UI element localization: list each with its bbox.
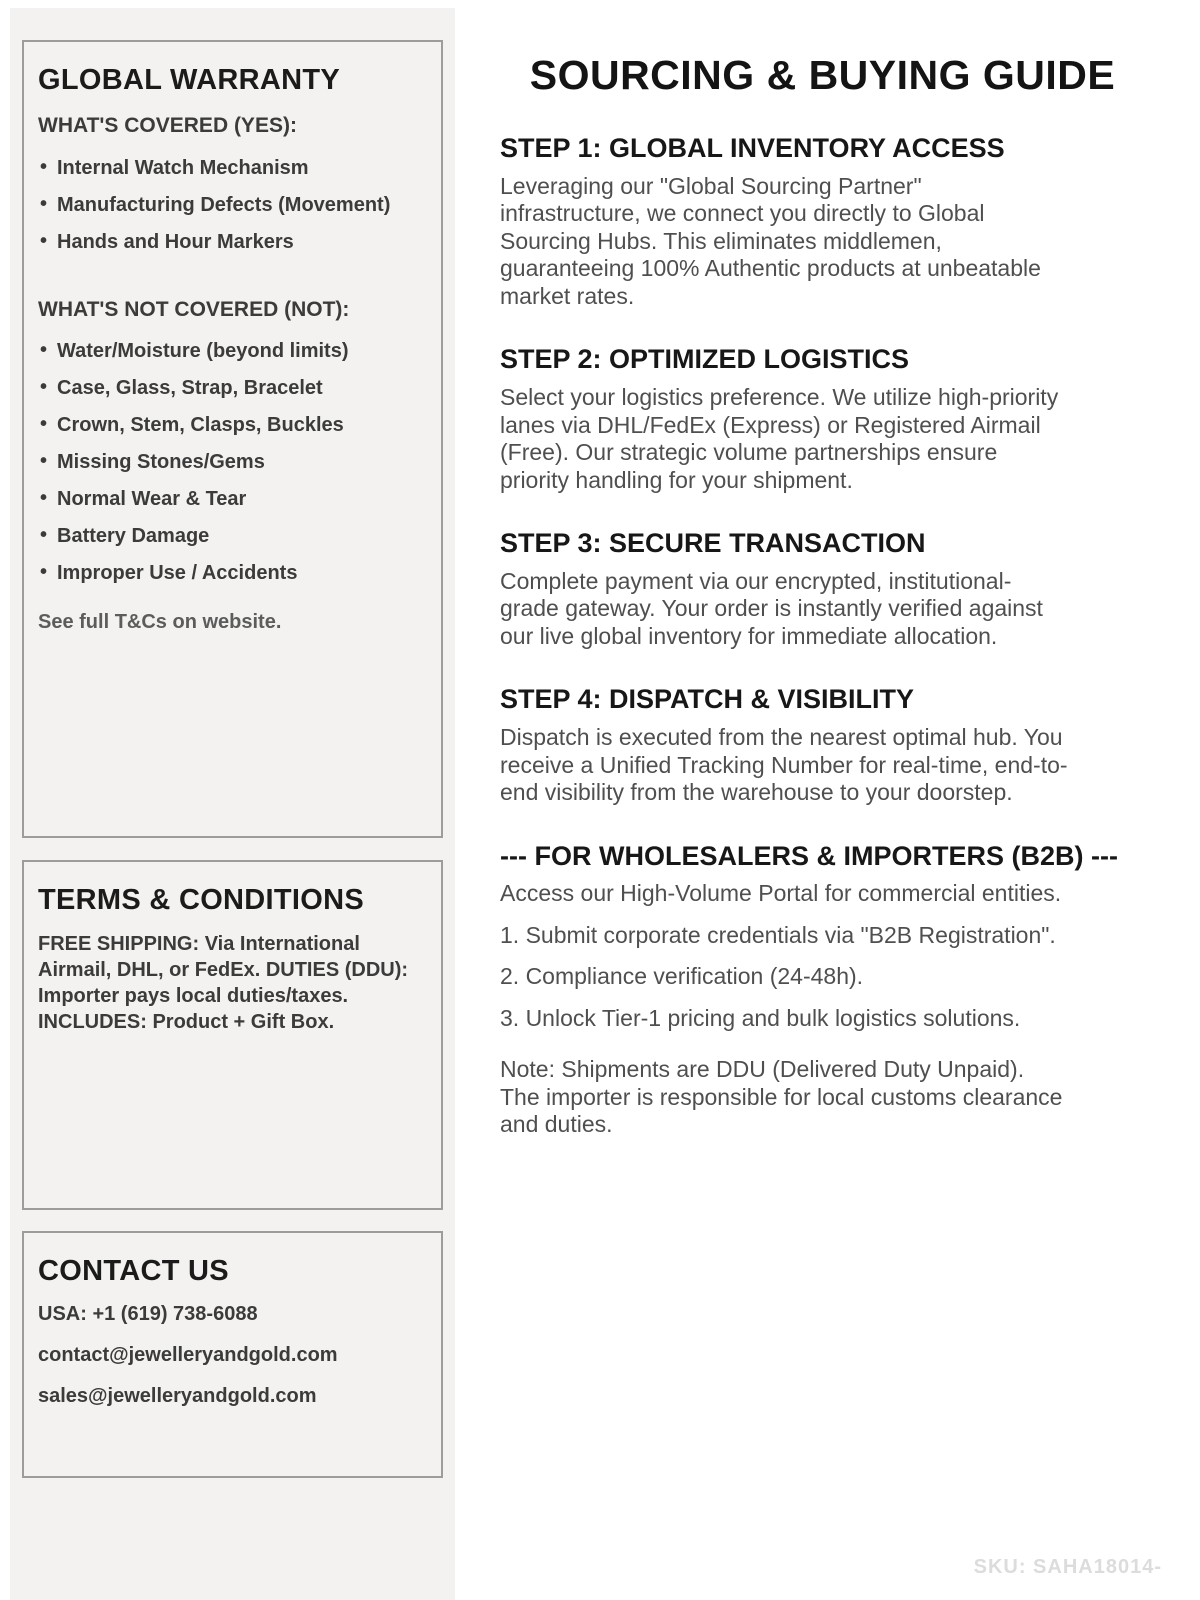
b2b-item-1: 1. Submit corporate credentials via "B2B Registration".: [500, 921, 1056, 948]
step-2-heading: STEP 2: OPTIMIZED LOGISTICS: [500, 344, 910, 375]
list-item: • Hands and Hour Markers: [38, 231, 427, 253]
step-3-heading: STEP 3: SECURE TRANSACTION: [500, 528, 926, 559]
list-item: • Normal Wear & Tear: [38, 488, 427, 510]
sidebar: [10, 8, 455, 1600]
list-item: • Battery Damage: [38, 525, 427, 547]
step-1-heading: STEP 1: GLOBAL INVENTORY ACCESS: [500, 133, 1005, 164]
sales-email: sales@jewelleryandgold.com: [38, 1385, 317, 1408]
list-item: • Crown, Stem, Clasps, Buckles: [38, 414, 427, 436]
step-4-body: Dispatch is executed from the nearest optimal hub. You receive a Unified Tracking Number for real-time, end-to-end visibility from the warehouse to your doorstep.: [500, 724, 1068, 806]
warranty-title: GLOBAL WARRANTY: [38, 64, 341, 96]
step-4-section: [500, 683, 1145, 806]
warranty-footnote: See full T&Cs on website.: [38, 610, 282, 633]
terms-title: TERMS & CONDITIONS: [38, 884, 365, 916]
sku-label: SKU: SAHA18014-: [973, 1556, 1162, 1578]
warranty-panel: [22, 40, 443, 838]
contact-phone: USA: +1 (619) 738-6088: [38, 1303, 258, 1326]
b2b-section: [500, 840, 1145, 1139]
step-3-section: [500, 527, 1145, 650]
b2b-intro: Access our High-Volume Portal for commercial entities.: [500, 880, 1062, 907]
terms-body: FREE SHIPPING: Via International Airmail, DHL, or FedEx. DUTIES (DDU): Importer pays local duties/taxes. INCLUDES: Product + Gift Box.: [38, 933, 409, 1034]
terms-panel: [22, 860, 443, 1210]
list-item: • Case, Glass, Strap, Bracelet: [38, 377, 427, 399]
step-1-body: Leveraging our "Global Sourcing Partner" infrastructure, we connect you directly to Global Sourcing Hubs. This eliminates middlemen, guaranteeing 100% Authentic products at unbeatable market rates.: [500, 172, 1041, 309]
warranty-not-covered-heading: WHAT'S NOT COVERED (NOT):: [38, 297, 350, 321]
warranty-not-covered-list: [38, 340, 427, 584]
warranty-covered-list: [38, 157, 427, 253]
b2b-note: Note: Shipments are DDU (Delivered Duty Unpaid). The importer is responsible for local customs clearance and duties.: [500, 1056, 1063, 1138]
warranty-covered-heading: WHAT'S COVERED (YES):: [38, 114, 297, 138]
list-item: • Improper Use / Accidents: [38, 562, 427, 584]
step-2-section: [500, 343, 1145, 494]
list-item: • Missing Stones/Gems: [38, 451, 427, 473]
list-item: • Internal Watch Mechanism: [38, 157, 427, 179]
step-3-body: Complete payment via our encrypted, institutional-grade gateway. Your order is instantly verified against our live global inventory for immediate allocation.: [500, 567, 1043, 649]
b2b-item-3: 3. Unlock Tier-1 pricing and bulk logistics solutions.: [500, 1004, 1021, 1031]
list-item: • Water/Moisture (beyond limits): [38, 340, 427, 362]
b2b-item-2: 2. Compliance verification (24-48h).: [500, 963, 864, 990]
step-4-heading: STEP 4: DISPATCH & VISIBILITY: [500, 684, 915, 715]
contact-title: CONTACT US: [38, 1255, 229, 1287]
page-title: SOURCING & BUYING GUIDE: [529, 52, 1116, 98]
contact-email: contact@jewelleryandgold.com: [38, 1344, 338, 1367]
list-item: • Manufacturing Defects (Movement): [38, 194, 427, 216]
main-content: [500, 0, 1145, 1139]
contact-panel: [22, 1231, 443, 1478]
b2b-heading: --- FOR WHOLESALERS & IMPORTERS (B2B) ---: [500, 840, 1118, 871]
step-2-body: Select your logistics preference. We utilize high-priority lanes via DHL/FedEx (Express) or Registered Airmail (Free). Our strategic volume partnerships ensure priority handling for your shipment.: [500, 384, 1059, 493]
step-1-section: [500, 132, 1145, 310]
